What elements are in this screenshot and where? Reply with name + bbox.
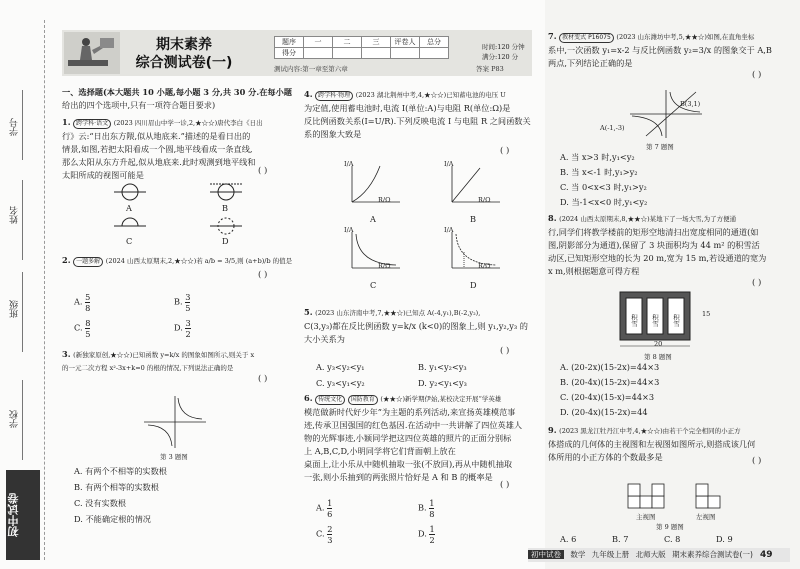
- q6-option-c-num: 2: [327, 524, 333, 534]
- q3-line-1: 的一元二次方程 x²-3x+k=0 的根的情况,下列说法正确的是: [62, 364, 234, 372]
- q2-option-b-den: 5: [185, 303, 191, 313]
- q1-option-figures: [110, 180, 270, 250]
- q2-option-a-den: 8: [85, 303, 91, 313]
- question-7: [548, 30, 792, 70]
- q9-line-1: 体搭成的几何体的主视图和左视图如图所示,则搭成该几何: [548, 439, 756, 449]
- test-scope: 测试内容:第一章至第六章: [274, 65, 348, 73]
- q8-line-0: (2024 山西太原期末,8,★★☆)某地下了一场大雪,为了方便通: [559, 215, 737, 223]
- q7-option-d: D. 当-1<x<0 时,y₁<y₂: [560, 197, 648, 207]
- q7-answer-paren: ( ): [752, 70, 762, 80]
- q1-number: 1.: [62, 117, 71, 127]
- question-4: [304, 88, 540, 141]
- score-cell: 二: [333, 37, 362, 48]
- q8-line-1: 行,同学们将教学楼前的矩形空地清扫出宽度相同的通道(如: [548, 227, 759, 237]
- q5-line-2: 大小关系为: [304, 334, 345, 344]
- q9-line-0: (2023 黑龙江牡丹江中考,4,★☆☆)由若干个完全相同的小正方: [559, 427, 741, 435]
- page-footer: [528, 548, 790, 562]
- answer-page-ref: 答案 P83: [476, 65, 504, 73]
- q4-axis-y-a: I/A: [344, 160, 354, 168]
- line-name: [22, 180, 23, 260]
- q6-line-5: 桌面上,让小乐从中随机抽取一张(不放回),再从中随机抽取: [304, 459, 513, 469]
- q2-option-c-num: 8: [85, 318, 91, 328]
- q2-option-c-letter: C.: [74, 322, 83, 333]
- label-name: 姓名: [10, 206, 20, 224]
- q9-front-view-label: 主视图: [636, 513, 656, 521]
- score-cell: [420, 48, 449, 59]
- q2-option-d-den: 2: [185, 329, 191, 339]
- q7-option-b: B. 当 x<-1 时,y₁>y₂: [560, 167, 638, 177]
- q1-option-d: D: [222, 236, 229, 246]
- q5-number: 5.: [304, 307, 313, 317]
- q4-answer-paren: ( ): [500, 146, 510, 156]
- q3-option-a: A. 有两个不相等的实数根: [74, 466, 167, 476]
- q6-line-2: 迹,传承卫国强国的红色基因.在活动中一共讲解了四位英雄人: [304, 420, 523, 430]
- q1-option-c: C: [126, 236, 133, 246]
- question-3: [62, 348, 298, 375]
- q8-line-4: x m,则根据题意可得方程: [548, 266, 640, 276]
- side-brand-logo: 初中试卷: [6, 470, 40, 560]
- q8-snow-label-2: 积雪: [651, 314, 659, 327]
- q4-option-c: C: [370, 280, 377, 290]
- q8-caption: 第 8 题图: [644, 353, 672, 361]
- q7-tag: 教材变式 P16075: [559, 33, 614, 43]
- footer-subject: 数学: [570, 550, 586, 559]
- section-heading-2: 给出的四个选项中,只有一项符合题目要求): [62, 100, 216, 110]
- q7-intersection-figure: [626, 88, 706, 140]
- q6-option-a-den: 6: [327, 509, 333, 519]
- q9-option-b: B. 7: [612, 534, 629, 544]
- q6-option-b: [418, 498, 434, 519]
- q8-dim-height: 15: [702, 310, 711, 318]
- q4-tag: 跨学科·物理: [315, 91, 353, 101]
- q6-option-d-letter: D.: [418, 528, 427, 539]
- q4-axis-y-c: I/A: [344, 226, 354, 234]
- q9-number: 9.: [548, 425, 557, 435]
- q8-line-2: 图,阴影部分为通道),保留了 3 块面积均为 44 m² 的积雪活: [548, 240, 760, 250]
- q7-option-c: C. 当 0<x<3 时,y₁>y₂: [560, 182, 647, 192]
- label-class: 班级: [10, 300, 20, 318]
- q3-option-c: C. 没有实数根: [74, 498, 127, 508]
- q4-axis-y-b: I/A: [444, 160, 454, 168]
- q8-option-c: C. (20-4x)(15-x)=44×3: [560, 392, 655, 402]
- q4-option-d: D: [470, 280, 477, 290]
- question-5: [304, 306, 540, 346]
- q8-option-b: B. (20-4x)(15-2x)=44×3: [560, 377, 660, 387]
- q6-option-b-num: 1: [429, 498, 435, 508]
- q3-answer-paren: ( ): [258, 374, 268, 384]
- exam-time: 时间:120 分钟: [482, 43, 525, 51]
- q4-line-3: 系的图象大致是: [304, 129, 362, 139]
- exam-time-info: [482, 42, 525, 62]
- q4-option-a: A: [370, 214, 376, 224]
- exam-title-line2: 综合测试卷(一): [135, 55, 233, 71]
- q5-line-0: (2023 山东济南中考,7,★★☆)已知点 A(-4,y₁),B(-2,y₂),: [315, 309, 481, 317]
- q2-option-d: [174, 318, 191, 339]
- q9-option-d: D. 9: [716, 534, 733, 544]
- q5-option-a: A. y₃<y₂<y₁: [316, 362, 365, 372]
- q2-line: (2024 山西太原期末,2,★☆☆)若 a/b = 3/5,则 (a+b)/b 的值是: [105, 257, 293, 265]
- q6-answer-paren: ( ): [500, 480, 510, 490]
- question-8: [548, 212, 792, 278]
- q8-dim-width: 20: [654, 340, 663, 348]
- q4-axis-x-c: R/Ω: [378, 262, 391, 270]
- footer-edition: 北师大版: [635, 550, 666, 559]
- q2-option-d-letter: D.: [174, 322, 183, 333]
- line-class: [22, 272, 23, 352]
- q9-caption: 第 9 题图: [656, 523, 684, 531]
- question-2: [62, 254, 298, 268]
- q4-line-0: (2023 湖北荆州中考,4,★☆☆)已知蓄电池的电压 U: [355, 91, 506, 99]
- q4-number: 4.: [304, 89, 313, 99]
- line-student-no: [22, 90, 23, 160]
- q7-label-a: A(-1,-3): [600, 124, 625, 132]
- reading-figure-illustration: [64, 32, 120, 74]
- q6-line-6: 一张,则小乐抽到的两张照片恰好是 A 和 B 的概率是: [304, 472, 493, 482]
- q5-option-d: D. y₂<y₁<y₃: [418, 378, 467, 388]
- footer-brand: 初中试卷: [528, 550, 564, 559]
- line-school: [22, 380, 23, 460]
- q5-option-b: B. y₁<y₂<y₃: [418, 362, 467, 372]
- q9-answer-paren: ( ): [752, 456, 762, 466]
- q1-option-b: B: [222, 203, 229, 213]
- q3-option-b: B. 有两个相等的实数根: [74, 482, 159, 492]
- q6-option-a: [316, 498, 332, 519]
- q4-axis-x-b: R/Ω: [478, 196, 491, 204]
- q2-option-b-num: 3: [185, 292, 191, 302]
- label-student-no: 学号: [10, 118, 20, 136]
- q8-snow-label-1: 积雪: [630, 314, 638, 327]
- q9-option-a: A. 6: [560, 534, 577, 544]
- q6-tag-2: 国防教育: [348, 395, 378, 405]
- exam-title-line1: 期末素养: [156, 37, 212, 53]
- q6-line-1: 模范做新时代好少年”为主题的系列活动,来宣扬英雄模范事: [304, 407, 516, 417]
- q2-option-b: [174, 292, 190, 313]
- q8-snow-label-3: 积雪: [672, 314, 680, 327]
- score-cell: 评卷人: [391, 37, 420, 48]
- q6-option-c-letter: C.: [316, 528, 325, 539]
- q6-line-3: 物的光辉事迹,小颖同学把这四位英雄的照片的正面分别标: [304, 433, 512, 443]
- q2-option-c: [74, 318, 90, 339]
- q3-hyperbola-figure: [140, 392, 210, 452]
- score-cell: [304, 48, 333, 59]
- column-1: [62, 86, 298, 112]
- score-cell: 总分: [420, 37, 449, 48]
- score-cell: 三: [362, 37, 391, 48]
- q2-answer-paren: ( ): [258, 270, 268, 280]
- q4-option-graphs: [340, 162, 540, 292]
- q8-option-a: A. (20-2x)(15-2x)=44×3: [560, 362, 660, 372]
- q2-number: 2.: [62, 255, 71, 265]
- question-6: [304, 392, 540, 484]
- exam-full-score: 满分:120 分: [482, 53, 519, 61]
- q2-option-a-letter: A.: [74, 296, 83, 307]
- score-cell: [333, 48, 362, 59]
- score-cell: 一: [304, 37, 333, 48]
- q5-answer-paren: ( ): [500, 346, 510, 356]
- q2-option-c-den: 5: [85, 329, 91, 339]
- q6-line-0: (★★☆)新学期伊始,某校决定开展“学英雄: [380, 395, 502, 403]
- q6-option-b-letter: B.: [418, 502, 427, 513]
- exam-title: [126, 36, 242, 72]
- label-school: 学校: [10, 410, 20, 428]
- q6-option-a-num: 1: [327, 498, 333, 508]
- q7-caption: 第 7 题图: [646, 143, 674, 151]
- q7-number: 7.: [548, 31, 557, 41]
- footer-grade: 九年级上册: [591, 550, 630, 559]
- q7-line-2: 两点,下列结论正确的是: [548, 58, 633, 68]
- q9-left-view-label: 左视图: [696, 513, 716, 521]
- q6-option-c-den: 3: [327, 535, 333, 545]
- q9-line-2: 体所用的小正方体的个数最多是: [548, 452, 663, 462]
- score-cell: 题序: [275, 37, 304, 48]
- q2-option-a-num: 5: [85, 292, 91, 302]
- q1-line-2: 情景,如图,若把太阳看成一个圆,地平线看成一条直线,: [62, 144, 253, 154]
- q9-view-figures: [626, 478, 746, 514]
- left-binding-margin: [0, 0, 52, 569]
- q4-axis-x-a: R/Ω: [378, 196, 391, 204]
- q4-line-2: 反比例函数关系(I=U/R).下列反映电流 I 与电阻 R 之间函数关: [304, 116, 531, 126]
- score-table: [274, 36, 449, 59]
- q2-option-a: [74, 292, 90, 313]
- q5-option-c: C. y₃<y₁<y₂: [316, 378, 365, 388]
- q1-line-1: 行》云:“日出东方隈,似从地底来.”描述的是看日出的: [62, 131, 251, 141]
- q8-number: 8.: [548, 213, 557, 223]
- q3-option-d: D. 不能确定根的情况: [74, 514, 151, 524]
- q4-axis-x-d: R/Ω: [478, 262, 491, 270]
- q1-line-4: 太阳所成的视图可能是: [62, 170, 144, 180]
- q1-answer-paren: ( ): [258, 166, 268, 176]
- q2-option-b-letter: B.: [174, 296, 183, 307]
- q1-line-0: (2023 四川眉山中学一诊,2,★☆☆)唐代李白《日出: [113, 119, 263, 127]
- score-cell: 得分: [275, 48, 304, 59]
- q1-option-a: A: [126, 203, 132, 213]
- q6-tag: 传统文化: [315, 395, 345, 405]
- q6-number: 6.: [304, 393, 313, 403]
- q7-label-b: B(3,1): [680, 100, 701, 108]
- q3-caption: 第 3 题图: [160, 453, 188, 461]
- q4-axis-y-d: I/A: [444, 226, 454, 234]
- q2-option-d-num: 3: [185, 318, 191, 328]
- q6-option-c: [316, 524, 332, 545]
- q7-line-0: (2023 山东潍坊中考,5,★★☆)如图,在直角坐标: [616, 33, 755, 41]
- q6-line-4: 上 A,B,C,D,小明同学将它们背面朝上放在: [304, 446, 456, 456]
- q4-line-1: 为定值,使用蓄电池时,电流 I(单位:A)与电阻 R(单位:Ω)是: [304, 103, 511, 113]
- q6-option-a-letter: A.: [316, 502, 325, 513]
- score-cell: [391, 48, 420, 59]
- q6-option-d-num: 1: [429, 524, 435, 534]
- q1-tag: 跨学科·语文: [73, 119, 111, 129]
- q5-line-1: C(3,y₃)都在反比例函数 y=k/x (k<0)的图象上,则 y₁,y₂,y₃ 的: [304, 321, 528, 331]
- q8-answer-paren: ( ): [752, 278, 762, 288]
- footer-title: 期末素养综合测试卷(一): [672, 550, 753, 559]
- q1-line-3: 那么太阳从东方升起,似从地底来.此时观测到地平线和: [62, 157, 256, 167]
- q8-line-3: 动区,已知矩形空地的长为 20 m,宽为 15 m,若设通道的宽为: [548, 253, 767, 263]
- q6-option-d-den: 2: [429, 535, 435, 545]
- q7-line-1: 系中,一次函数 y₁=x-2 与反比例函数 y₂=3/x 的图象交于 A,B: [548, 45, 772, 55]
- q9-option-c: C. 8: [664, 534, 681, 544]
- q7-option-a: A. 当 x>3 时,y₁<y₂: [560, 152, 635, 162]
- section-heading: 一、选择题(本大题共 10 小题,每小题 3 分,共 30 分.在每小题: [62, 87, 292, 97]
- q8-option-d: D. (20-4x)(15-2x)=44: [560, 407, 648, 417]
- score-cell: [362, 48, 391, 59]
- q6-option-d: [418, 524, 435, 545]
- cut-line: [44, 20, 45, 560]
- q2-tag: 一题多解: [73, 257, 103, 267]
- q3-line-0: (新独家原创,★☆☆)已知函数 y=k/x 的图象如图所示,则关于 x: [73, 351, 255, 359]
- q4-option-b: B: [470, 214, 477, 224]
- page-number: 49: [760, 550, 773, 560]
- q6-option-b-den: 8: [429, 509, 435, 519]
- q3-number: 3.: [62, 349, 71, 359]
